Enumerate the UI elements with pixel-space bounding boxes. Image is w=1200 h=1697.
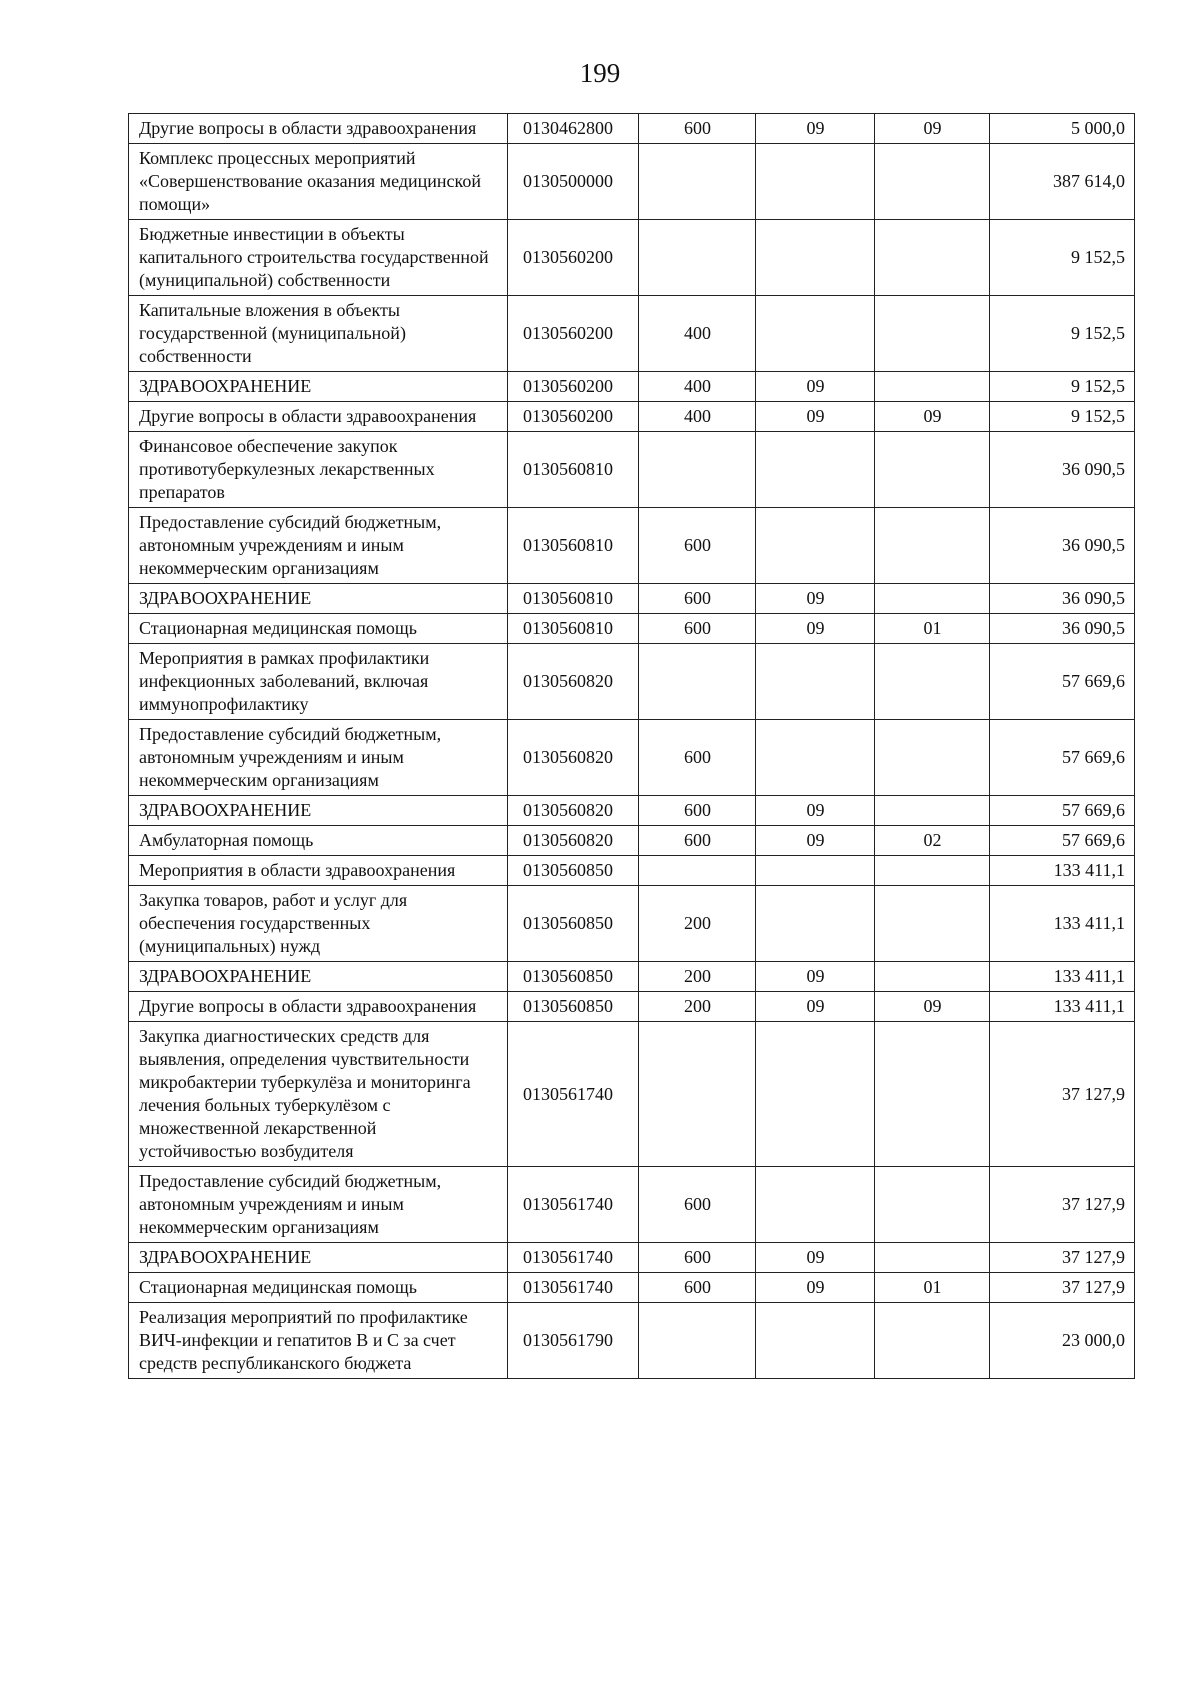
row-name-cell: Бюджетные инвестиции в объекты капитального строительства государственной (муниципальной) собственности [129,220,508,296]
row-amount-cell: 9 152,5 [990,402,1135,432]
row-expense-type-cell [639,1303,756,1379]
row-subsection-cell [875,1167,990,1243]
row-name-cell: Капитальные вложения в объекты государственной (муниципальной) собственности [129,296,508,372]
row-section-cell [756,720,875,796]
row-name-cell: ЗДРАВООХРАНЕНИЕ [129,584,508,614]
row-expense-type-cell [639,644,756,720]
row-amount-cell: 36 090,5 [990,432,1135,508]
table-row [129,826,1135,856]
row-amount-cell: 5 000,0 [990,114,1135,144]
row-name-cell: Другие вопросы в области здравоохранения [129,402,508,432]
table-row [129,402,1135,432]
row-name-cell: Реализация мероприятий по профилактике ВИЧ-инфекции и гепатитов В и С за счет средств республиканского бюджета [129,1303,508,1379]
row-code-cell: 0130560850 [508,992,639,1022]
row-subsection-cell [875,372,990,402]
row-amount-cell: 57 669,6 [990,720,1135,796]
row-expense-type-cell: 400 [639,296,756,372]
table-body [129,114,1135,1379]
row-name-cell: Закупка диагностических средств для выявления, определения чувствительности микробактерии туберкулёза и мониторинга лечения больных туберкулёзом с множественной лекарственной устойчивостью возбудителя [129,1022,508,1167]
row-section-cell [756,856,875,886]
row-subsection-cell: 01 [875,1273,990,1303]
row-expense-type-cell: 600 [639,114,756,144]
table-row [129,508,1135,584]
row-amount-cell: 133 411,1 [990,886,1135,962]
row-amount-cell: 133 411,1 [990,962,1135,992]
row-section-cell: 09 [756,796,875,826]
row-code-cell: 0130560850 [508,886,639,962]
row-expense-type-cell [639,432,756,508]
table-row [129,614,1135,644]
table-row [129,644,1135,720]
table-row [129,584,1135,614]
row-subsection-cell: 01 [875,614,990,644]
row-code-cell: 0130560810 [508,584,639,614]
row-code-cell: 0130560810 [508,614,639,644]
table-row [129,144,1135,220]
row-amount-cell: 9 152,5 [990,220,1135,296]
row-name-cell: Предоставление субсидий бюджетным, автономным учреждениям и иным некоммерческим организациям [129,1167,508,1243]
row-amount-cell: 133 411,1 [990,992,1135,1022]
row-name-cell: Предоставление субсидий бюджетным, автономным учреждениям и иным некоммерческим организациям [129,720,508,796]
row-expense-type-cell: 400 [639,402,756,432]
row-amount-cell: 37 127,9 [990,1243,1135,1273]
row-subsection-cell [875,1303,990,1379]
row-amount-cell: 9 152,5 [990,296,1135,372]
row-amount-cell: 36 090,5 [990,614,1135,644]
row-code-cell: 0130560850 [508,856,639,886]
row-section-cell: 09 [756,1273,875,1303]
row-name-cell: Стационарная медицинская помощь [129,614,508,644]
row-section-cell [756,1167,875,1243]
row-code-cell: 0130462800 [508,114,639,144]
table-row [129,114,1135,144]
row-subsection-cell [875,296,990,372]
row-expense-type-cell: 600 [639,826,756,856]
row-section-cell [756,1022,875,1167]
row-expense-type-cell: 600 [639,1167,756,1243]
table-row [129,992,1135,1022]
row-subsection-cell: 09 [875,992,990,1022]
row-code-cell: 0130560200 [508,372,639,402]
row-section-cell [756,220,875,296]
row-code-cell: 0130560820 [508,826,639,856]
row-name-cell: Амбулаторная помощь [129,826,508,856]
row-expense-type-cell: 600 [639,720,756,796]
row-name-cell: Предоставление субсидий бюджетным, автономным учреждениям и иным некоммерческим организациям [129,508,508,584]
row-section-cell [756,432,875,508]
row-section-cell [756,644,875,720]
row-amount-cell: 57 669,6 [990,796,1135,826]
row-amount-cell: 37 127,9 [990,1022,1135,1167]
row-name-cell: Мероприятия в рамках профилактики инфекционных заболеваний, включая иммунопрофилактику [129,644,508,720]
row-expense-type-cell [639,856,756,886]
row-section-cell: 09 [756,372,875,402]
row-amount-cell: 57 669,6 [990,644,1135,720]
row-section-cell [756,296,875,372]
table-row [129,372,1135,402]
row-expense-type-cell [639,144,756,220]
row-amount-cell: 37 127,9 [990,1273,1135,1303]
row-code-cell: 0130561740 [508,1273,639,1303]
row-amount-cell: 9 152,5 [990,372,1135,402]
row-code-cell: 0130560820 [508,796,639,826]
row-section-cell: 09 [756,114,875,144]
row-name-cell: Стационарная медицинская помощь [129,1273,508,1303]
row-subsection-cell [875,962,990,992]
table-row [129,1273,1135,1303]
row-name-cell: ЗДРАВООХРАНЕНИЕ [129,1243,508,1273]
row-subsection-cell: 09 [875,114,990,144]
row-name-cell: ЗДРАВООХРАНЕНИЕ [129,796,508,826]
row-code-cell: 0130560820 [508,720,639,796]
row-code-cell: 0130500000 [508,144,639,220]
row-expense-type-cell: 400 [639,372,756,402]
row-section-cell [756,1303,875,1379]
row-code-cell: 0130561740 [508,1243,639,1273]
row-code-cell: 0130560820 [508,644,639,720]
row-section-cell [756,886,875,962]
row-subsection-cell [875,1022,990,1167]
row-code-cell: 0130561740 [508,1022,639,1167]
row-code-cell: 0130560810 [508,508,639,584]
row-code-cell: 0130561790 [508,1303,639,1379]
row-section-cell: 09 [756,1243,875,1273]
row-amount-cell: 57 669,6 [990,826,1135,856]
table-row [129,296,1135,372]
row-section-cell: 09 [756,584,875,614]
row-subsection-cell [875,432,990,508]
row-amount-cell: 37 127,9 [990,1167,1135,1243]
row-amount-cell: 36 090,5 [990,508,1135,584]
row-amount-cell: 387 614,0 [990,144,1135,220]
table-row [129,1167,1135,1243]
row-section-cell: 09 [756,826,875,856]
row-section-cell: 09 [756,962,875,992]
row-section-cell: 09 [756,402,875,432]
row-section-cell: 09 [756,992,875,1022]
row-name-cell: Финансовое обеспечение закупок противотуберкулезных лекарственных препаратов [129,432,508,508]
row-expense-type-cell: 600 [639,584,756,614]
row-subsection-cell [875,796,990,826]
row-name-cell: Комплекс процессных мероприятий «Совершенствование оказания медицинской помощи» [129,144,508,220]
row-code-cell: 0130560200 [508,402,639,432]
row-subsection-cell [875,1243,990,1273]
table-row [129,962,1135,992]
row-subsection-cell [875,886,990,962]
row-expense-type-cell: 200 [639,962,756,992]
table-row [129,720,1135,796]
table-row [129,220,1135,296]
table-row [129,856,1135,886]
row-section-cell [756,144,875,220]
row-subsection-cell [875,856,990,886]
row-expense-type-cell: 600 [639,614,756,644]
row-section-cell [756,508,875,584]
row-amount-cell: 23 000,0 [990,1303,1135,1379]
table-row [129,886,1135,962]
row-expense-type-cell [639,220,756,296]
row-code-cell: 0130561740 [508,1167,639,1243]
table-row [129,432,1135,508]
row-expense-type-cell [639,1022,756,1167]
row-subsection-cell [875,584,990,614]
table-row [129,1303,1135,1379]
row-expense-type-cell: 600 [639,1273,756,1303]
row-name-cell: Мероприятия в области здравоохранения [129,856,508,886]
row-subsection-cell [875,144,990,220]
row-code-cell: 0130560850 [508,962,639,992]
row-expense-type-cell: 600 [639,508,756,584]
table-row [129,1022,1135,1167]
table-row [129,1243,1135,1273]
row-amount-cell: 36 090,5 [990,584,1135,614]
row-expense-type-cell: 600 [639,796,756,826]
row-name-cell: Закупка товаров, работ и услуг для обеспечения государственных (муниципальных) нужд [129,886,508,962]
row-expense-type-cell: 200 [639,992,756,1022]
row-name-cell: ЗДРАВООХРАНЕНИЕ [129,962,508,992]
table-row [129,796,1135,826]
budget-table [128,113,1135,1379]
row-expense-type-cell: 600 [639,1243,756,1273]
row-amount-cell: 133 411,1 [990,856,1135,886]
row-subsection-cell [875,220,990,296]
row-code-cell: 0130560200 [508,296,639,372]
row-subsection-cell: 02 [875,826,990,856]
row-subsection-cell [875,720,990,796]
row-subsection-cell [875,508,990,584]
row-code-cell: 0130560200 [508,220,639,296]
row-name-cell: Другие вопросы в области здравоохранения [129,992,508,1022]
row-subsection-cell: 09 [875,402,990,432]
row-name-cell: ЗДРАВООХРАНЕНИЕ [129,372,508,402]
row-expense-type-cell: 200 [639,886,756,962]
page-number: 199 [579,58,621,88]
row-subsection-cell [875,644,990,720]
row-section-cell: 09 [756,614,875,644]
row-name-cell: Другие вопросы в области здравоохранения [129,114,508,144]
row-code-cell: 0130560810 [508,432,639,508]
